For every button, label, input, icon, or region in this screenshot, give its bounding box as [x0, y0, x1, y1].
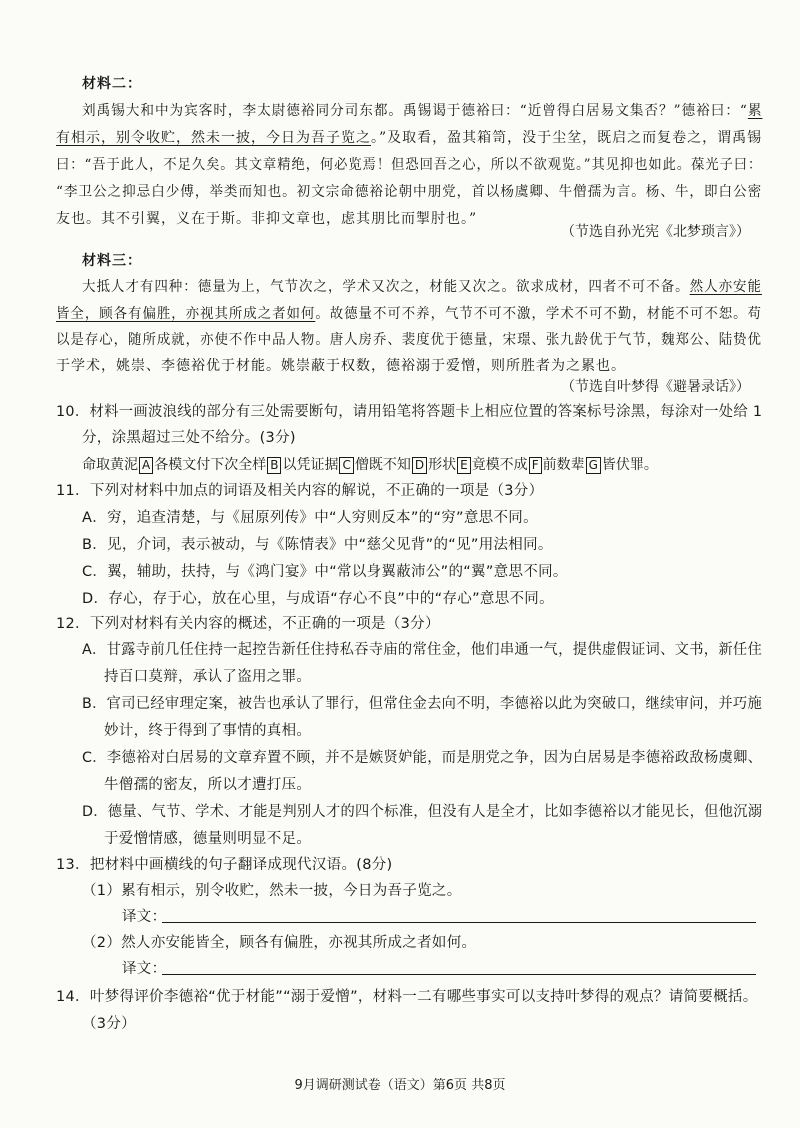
text-span: 刘禹锡大和中为宾客时，李太尉德裕同分司东都。禹锡谒于德裕曰：“近曾得白居易文集否？”德裕曰：“ [82, 103, 748, 119]
question-12-option-d[interactable]: D．德量、气节、学术、才能是判别人才的四个标准，但没有人是全才，比如李德裕以才能见长，但他沉溺 [82, 804, 763, 820]
text-span: 形状 [428, 457, 457, 473]
question-13-stem: 13．把材料中画横线的句子翻译成现代汉语。(8分) [56, 857, 393, 873]
translation-answer-line-2[interactable] [162, 974, 756, 975]
question-14-score: （3分） [82, 1016, 136, 1032]
underlined-sentence: 有相示，别令收贮，然未一披，今日为吾子览之 [56, 130, 371, 146]
answer-box-f[interactable]: F [529, 457, 542, 474]
material-2-line: 友也。其不引翼，义在于斯。非抑文章也，虑其朋比而掣肘也。” [56, 211, 478, 227]
material-3-source: （节选自叶梦得《避暑录话》） [561, 379, 750, 395]
question-11-option-d[interactable]: D．存心，存于心，放在心里，与成语“存心不良”中的“存心”意思不同。 [82, 591, 554, 607]
question-13-part-2: （2）然人亦安能皆全，顾各有偏胜，亦视其所成之者如何。 [82, 935, 477, 951]
question-12-option-d-cont[interactable]: 于爱憎情感，德量则明显不足。 [104, 831, 312, 847]
answer-box-e[interactable]: E [457, 457, 471, 474]
question-14-stem: 14．叶梦得评价李德裕“优于材能”“溺于爱憎”，材料一二有哪些事实可以支持叶梦得的观点？请简要概括。 [56, 989, 758, 1005]
translation-label-1: 译文： [122, 909, 167, 925]
answer-box-d[interactable]: D [412, 457, 427, 474]
question-10-stem: 10．材料一画波浪线的部分有三处需要断句，请用铅笔将答题卡上相应位置的答案标号涂黑，每涂对一处给 1 [56, 404, 763, 420]
material-3-line: 以是存心，随所成就，亦使不作中品人物。唐人房乔、裴度优于德量，宋璟、张九龄优于气节，魏郑公、陆贽优 [56, 332, 762, 348]
question-10-sentence [82, 455, 658, 475]
translation-answer-line-1[interactable] [162, 922, 756, 923]
material-3-line [82, 277, 762, 297]
underlined-sentence: 累 [747, 103, 763, 119]
material-3-heading: 材料三： [82, 253, 142, 269]
question-12-stem: 12．下列对材料有关内容的概述，不正确的一项是（3分） [56, 616, 440, 632]
text-span: 命取黄泥 [82, 457, 138, 473]
material-2-line: “李卫公之抑忌白少傅，举类而知也。初文宗命德裕论朝中朋党，首以杨虞卿、牛僧孺为言。杨、牛，即白公密 [56, 184, 763, 200]
question-12-option-c[interactable]: C．李德裕对白居易的文章弃置不顾，并不是嫉贤妒能，而是朋党之争，因为白居易是李德裕政敌杨虞卿、 [82, 750, 763, 766]
text-span: 各模文付下次全样 [154, 457, 267, 473]
question-12-option-b[interactable]: B．官司已经审理定案，被告也承认了罪行，但常住金去向不明，李德裕以此为突破口，继续审问，并巧施 [82, 696, 763, 712]
answer-box-b[interactable]: B [267, 457, 281, 474]
material-2-heading: 材料二： [82, 76, 142, 92]
page-footer: 9月调研测试卷（语文）第6页 共8页 [294, 1078, 506, 1093]
question-13-part-1: （1）累有相示，别令收贮，然未一披，今日为吾子览之。 [82, 883, 462, 899]
question-12-option-a-cont[interactable]: 持百口莫辩，承认了盗用之罪。 [104, 669, 312, 685]
question-11-stem: 11．下列对材料中加点的词语及相关内容的解说，不正确的一项是（3分） [56, 483, 544, 499]
underlined-sentence: 皆全，顾各有偏胜，亦视其所成之者如何 [56, 306, 316, 322]
text-span: 以凭证据 [282, 457, 339, 473]
question-11-option-c[interactable]: C．翼，辅助，扶持，与《鸿门宴》中“常以身翼蔽沛公”的“翼”意思不同。 [82, 564, 568, 580]
question-12-option-c-cont[interactable]: 牛僧孺的密友，所以才遭打压。 [104, 777, 312, 793]
answer-box-c[interactable]: C [339, 457, 353, 474]
text-span: 大抵人才有四种：德量为上，气节次之，学术又次之，材能又次之。欲求成材，四者不可不备。 [82, 279, 690, 295]
translation-label-2: 译文： [122, 961, 167, 977]
question-12-option-b-cont[interactable]: 妙计，终于得到了事情的真相。 [104, 723, 312, 739]
material-2-line [56, 128, 762, 148]
material-2-source: （节选自孙光宪《北梦琐言》） [561, 224, 750, 240]
material-2-line: 曰：“吾于此人，不足久矣。其文章精绝，何必览焉！但恐回吾之心，所以不欲观览。”其见抑也如此。葆光子曰： [56, 157, 763, 173]
question-12-option-a[interactable]: A．甘露寺前几任住持一起控告新任住持私吞寺庙的常住金，他们串通一气，提供虚假证词、文书，新任住 [82, 642, 763, 658]
text-span: 僧既不知 [354, 457, 411, 473]
question-10-stem: 分，涂黑超过三处不给分。(3分) [82, 430, 296, 446]
text-span: 。故德量不可不养，气节不可不激，学术不可不勤，材能不可不恕。苟 [315, 306, 762, 322]
material-3-line [56, 304, 762, 324]
material-2-line [82, 101, 762, 121]
text-span: 。”及取看，盈其箱笥，没于尘坌，既启之而复卷之，谓禹锡 [371, 130, 763, 146]
question-11-option-a[interactable]: A．穷，追查清楚，与《屈原列传》中“人穷则反本”的“穷”意思不同。 [82, 510, 538, 526]
text-span: 竟模不成 [471, 457, 528, 473]
underlined-sentence: 然人亦安能 [689, 279, 762, 295]
text-span: 皆伏罪。 [601, 457, 658, 473]
answer-box-a[interactable]: A [139, 457, 153, 474]
question-11-option-b[interactable]: B．见，介词，表示被动，与《陈情表》中“慈父见背”的“见”用法相同。 [82, 537, 553, 553]
material-3-line: 于学术，姚崇、李德裕优于材能。姚崇蔽于权数，德裕溺于爱憎，则所胜者为之累也。 [56, 358, 626, 374]
text-span: 前数辈 [542, 457, 585, 473]
answer-box-g[interactable]: G [586, 457, 601, 474]
